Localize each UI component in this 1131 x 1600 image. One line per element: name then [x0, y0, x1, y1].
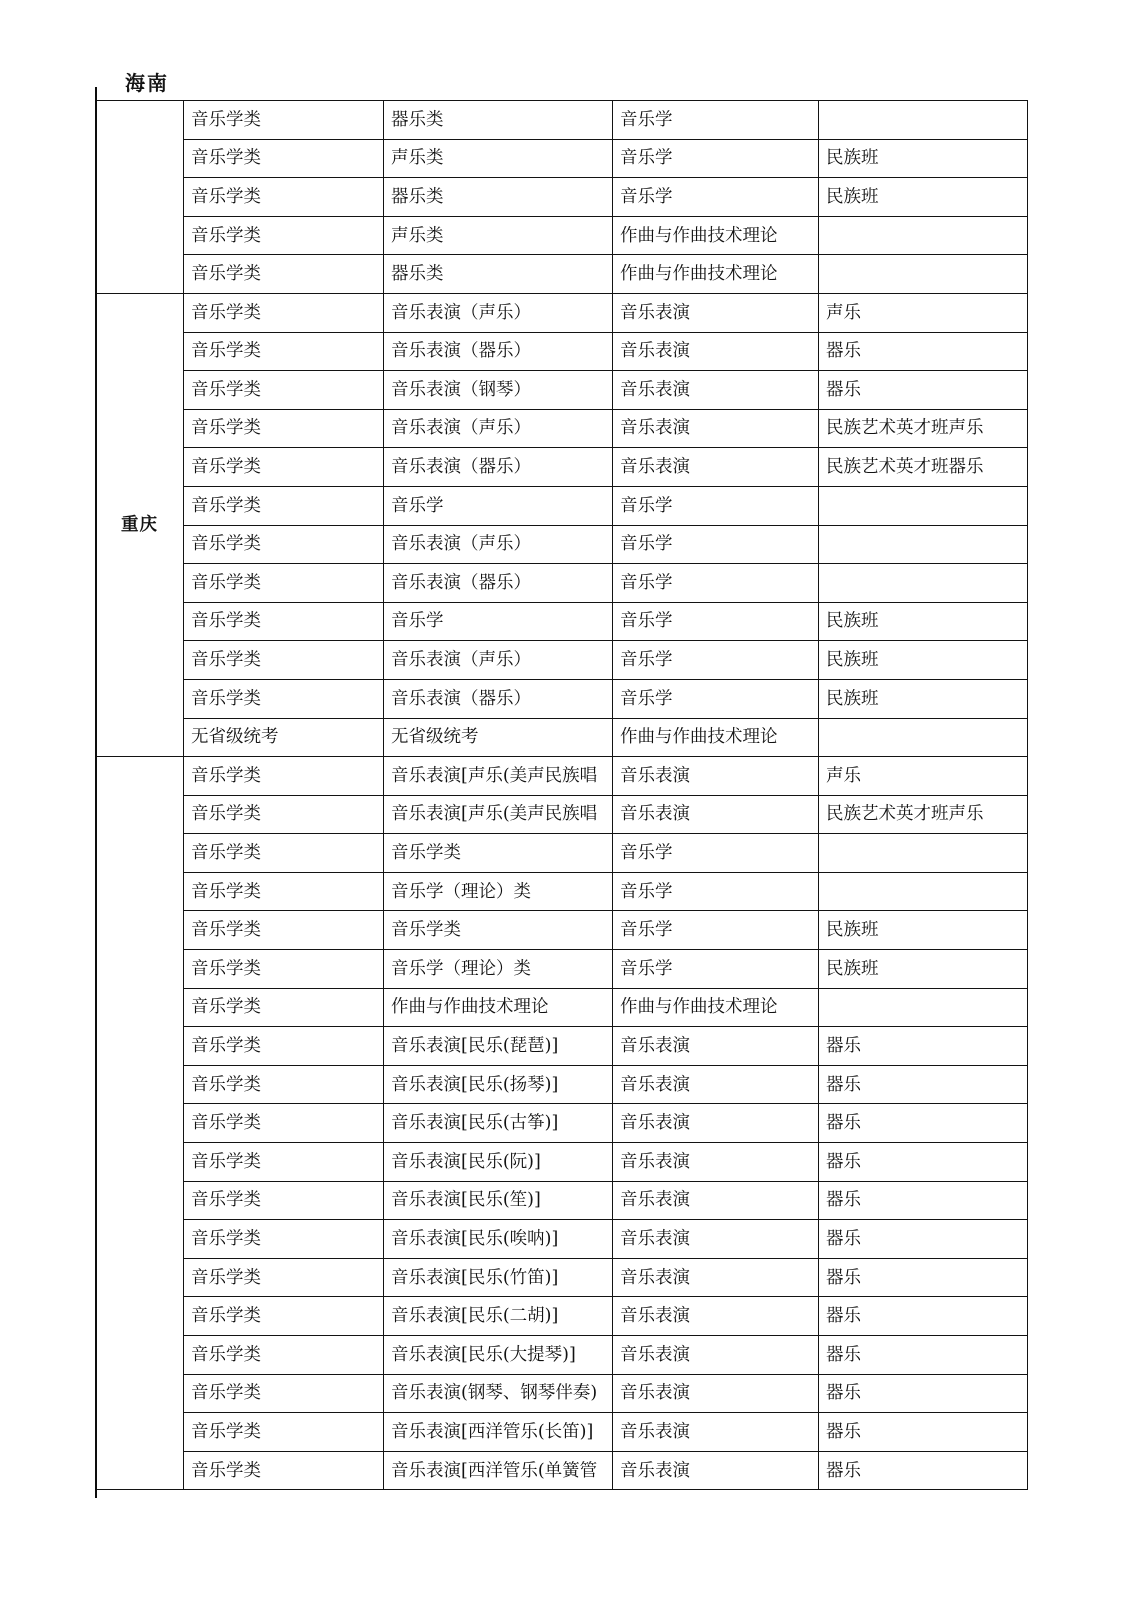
- table-cell-col2: 音乐学类: [184, 602, 384, 641]
- table-cell-col5: 民族班: [819, 950, 1028, 989]
- table-cell-col4: 音乐表演: [613, 1451, 819, 1490]
- table-cell-col4: 音乐表演: [613, 1413, 819, 1452]
- table-cell-col3: 音乐表演[民乐(阮)]: [384, 1143, 613, 1182]
- table-cell-col5: 民族艺术英才班器乐: [819, 448, 1028, 487]
- table-row: [96, 448, 1028, 487]
- table-cell-col5: [819, 101, 1028, 140]
- table-cell-col2: 音乐学类: [184, 1413, 384, 1452]
- table-cell-col3: 音乐学类: [384, 834, 613, 873]
- table-cell-col4: 作曲与作曲技术理论: [613, 988, 819, 1027]
- table-cell-col3: 音乐表演（器乐）: [384, 332, 613, 371]
- table-cell-col2: 音乐学类: [184, 641, 384, 680]
- table-row: [96, 1143, 1028, 1182]
- table-cell-col2: 音乐学类: [184, 795, 384, 834]
- table-row: [96, 139, 1028, 178]
- table-cell-col5: [819, 988, 1028, 1027]
- table-row: [96, 988, 1028, 1027]
- table-cell-col5: [819, 216, 1028, 255]
- table-cell-col4: 音乐表演: [613, 795, 819, 834]
- table-cell-col5: 器乐: [819, 1451, 1028, 1490]
- table-cell-col5: 器乐: [819, 1220, 1028, 1259]
- table-cell-col2: 音乐学类: [184, 255, 384, 294]
- table-cell-col2: 音乐学类: [184, 448, 384, 487]
- table-cell-col4: 音乐学: [613, 564, 819, 603]
- table-cell-col5: 声乐: [819, 757, 1028, 796]
- table-cell-col5: 器乐: [819, 1374, 1028, 1413]
- table-cell-col4: 音乐表演: [613, 332, 819, 371]
- table-cell-col3: 音乐表演（器乐）: [384, 448, 613, 487]
- table-cell-col3: 音乐表演[民乐(古筝)]: [384, 1104, 613, 1143]
- table-cell-col2: 音乐学类: [184, 1258, 384, 1297]
- table-cell-col3: 音乐表演[声乐(美声民族唱: [384, 795, 613, 834]
- province-column-rule: [95, 87, 97, 1498]
- table-cell-col3: 音乐表演（声乐）: [384, 409, 613, 448]
- table-cell-col3: 音乐表演[民乐(大提琴)]: [384, 1336, 613, 1375]
- table-cell-col4: 音乐学: [613, 486, 819, 525]
- table-cell-col2: 音乐学类: [184, 1297, 384, 1336]
- table-cell-col2: 音乐学类: [184, 139, 384, 178]
- table-cell-col5: 民族艺术英才班声乐: [819, 795, 1028, 834]
- table-row: [96, 1220, 1028, 1259]
- table-row: [96, 101, 1028, 140]
- table-row: [96, 911, 1028, 950]
- table-cell-col2: 音乐学类: [184, 409, 384, 448]
- table-cell-col2: 音乐学类: [184, 872, 384, 911]
- table-cell-col2: 音乐学类: [184, 293, 384, 332]
- table-row: [96, 1336, 1028, 1375]
- table-cell-col3: 音乐表演[民乐(二胡)]: [384, 1297, 613, 1336]
- table-cell-col5: 器乐: [819, 332, 1028, 371]
- table-cell-col5: [819, 525, 1028, 564]
- table-row: [96, 1413, 1028, 1452]
- table-row: [96, 255, 1028, 294]
- table-row: [96, 293, 1028, 332]
- table-cell-col5: 器乐: [819, 371, 1028, 410]
- province-label-clipped-text: 海南: [125, 71, 169, 95]
- table-cell-col3: 音乐表演[民乐(扬琴)]: [384, 1065, 613, 1104]
- table-cell-col2: 音乐学类: [184, 371, 384, 410]
- table-cell-col4: 音乐学: [613, 178, 819, 217]
- table-cell-col2: 音乐学类: [184, 1065, 384, 1104]
- table-row: [96, 795, 1028, 834]
- table-cell-col3: 音乐表演（声乐）: [384, 293, 613, 332]
- table-cell-col2: 音乐学类: [184, 757, 384, 796]
- table-cell-col5: 器乐: [819, 1336, 1028, 1375]
- table-cell-col2: 音乐学类: [184, 525, 384, 564]
- table-row: [96, 371, 1028, 410]
- table-cell-col4: 音乐表演: [613, 1258, 819, 1297]
- province-cell: [96, 757, 184, 1490]
- qualification-table: [95, 100, 1028, 1490]
- table-row: [96, 757, 1028, 796]
- table-cell-col4: 音乐学: [613, 872, 819, 911]
- table-cell-col2: 音乐学类: [184, 101, 384, 140]
- table-cell-col4: 音乐表演: [613, 293, 819, 332]
- table-cell-col3: 音乐表演[民乐(琵琶)]: [384, 1027, 613, 1066]
- table-row: [96, 332, 1028, 371]
- table-row: [96, 602, 1028, 641]
- table-cell-col4: 音乐表演: [613, 1027, 819, 1066]
- table-cell-col4: 音乐表演: [613, 757, 819, 796]
- table-row: [96, 718, 1028, 757]
- table-cell-col5: [819, 255, 1028, 294]
- table-cell-col3: 音乐学类: [384, 911, 613, 950]
- table-row: [96, 872, 1028, 911]
- table-row: [96, 1297, 1028, 1336]
- table-cell-col3: 音乐表演(钢琴、钢琴伴奏): [384, 1374, 613, 1413]
- table-row: [96, 1104, 1028, 1143]
- table-cell-col4: 音乐学: [613, 911, 819, 950]
- table-cell-col2: 音乐学类: [184, 1104, 384, 1143]
- table-cell-col2: 音乐学类: [184, 216, 384, 255]
- table-cell-col2: 音乐学类: [184, 486, 384, 525]
- table-cell-col2: 音乐学类: [184, 834, 384, 873]
- table-cell-col5: 声乐: [819, 293, 1028, 332]
- table-row: [96, 641, 1028, 680]
- table-row: [96, 216, 1028, 255]
- table-cell-col4: 音乐表演: [613, 1336, 819, 1375]
- table-cell-col5: 器乐: [819, 1181, 1028, 1220]
- table-cell-col3: 音乐学（理论）类: [384, 950, 613, 989]
- table-cell-col4: 作曲与作曲技术理论: [613, 718, 819, 757]
- table-cell-col2: 音乐学类: [184, 1451, 384, 1490]
- table-cell-col4: 音乐表演: [613, 1104, 819, 1143]
- table-cell-col2: 音乐学类: [184, 1336, 384, 1375]
- table-cell-col2: 音乐学类: [184, 988, 384, 1027]
- table-cell-col5: 民族班: [819, 602, 1028, 641]
- table-row: [96, 834, 1028, 873]
- table-cell-col2: 音乐学类: [184, 564, 384, 603]
- table-row: [96, 1374, 1028, 1413]
- table-cell-col4: 音乐学: [613, 139, 819, 178]
- table-cell-col3: 音乐学: [384, 602, 613, 641]
- table-cell-col3: 声乐类: [384, 139, 613, 178]
- table-row: [96, 1451, 1028, 1490]
- table-cell-col4: 作曲与作曲技术理论: [613, 216, 819, 255]
- table-cell-col3: 音乐表演（声乐）: [384, 641, 613, 680]
- table-cell-col2: 音乐学类: [184, 1143, 384, 1182]
- table-cell-col5: 民族班: [819, 679, 1028, 718]
- table-row: [96, 1027, 1028, 1066]
- table-cell-col4: 音乐学: [613, 950, 819, 989]
- table-cell-col5: [819, 872, 1028, 911]
- table-cell-col3: 音乐表演[声乐(美声民族唱: [384, 757, 613, 796]
- table-cell-col2: 音乐学类: [184, 1181, 384, 1220]
- table-cell-col3: 音乐表演（钢琴）: [384, 371, 613, 410]
- table-row: [96, 679, 1028, 718]
- table-cell-col3: 音乐表演（声乐）: [384, 525, 613, 564]
- table-cell-col3: 音乐表演[民乐(竹笛)]: [384, 1258, 613, 1297]
- table-row: [96, 1065, 1028, 1104]
- table-cell-col4: 音乐学: [613, 602, 819, 641]
- table-row: [96, 1258, 1028, 1297]
- table-cell-col2: 音乐学类: [184, 911, 384, 950]
- table-cell-col2: 音乐学类: [184, 178, 384, 217]
- table-cell-col4: 音乐学: [613, 525, 819, 564]
- table-row: [96, 486, 1028, 525]
- table-row: [96, 1181, 1028, 1220]
- table-cell-col2: 音乐学类: [184, 1027, 384, 1066]
- table-cell-col4: 音乐表演: [613, 1143, 819, 1182]
- table-cell-col3: 声乐类: [384, 216, 613, 255]
- table-cell-col4: 音乐表演: [613, 1065, 819, 1104]
- table-cell-col5: 民族班: [819, 641, 1028, 680]
- table-cell-col5: 器乐: [819, 1065, 1028, 1104]
- table-cell-col4: 音乐学: [613, 101, 819, 140]
- table-cell-col2: 音乐学类: [184, 332, 384, 371]
- table-cell-col5: 民族班: [819, 911, 1028, 950]
- table-body: [96, 101, 1028, 1490]
- table-cell-col2: 音乐学类: [184, 679, 384, 718]
- table-row: [96, 564, 1028, 603]
- table-cell-col5: 器乐: [819, 1104, 1028, 1143]
- table-cell-col3: 音乐表演[民乐(唉呐)]: [384, 1220, 613, 1259]
- table-cell-col4: 音乐学: [613, 641, 819, 680]
- table-cell-col3: 器乐类: [384, 101, 613, 140]
- table-cell-col4: 音乐学: [613, 834, 819, 873]
- province-cell: 重庆: [96, 293, 184, 756]
- table-row: [96, 950, 1028, 989]
- table-cell-col5: 器乐: [819, 1027, 1028, 1066]
- table-cell-col2: 音乐学类: [184, 1220, 384, 1259]
- table-cell-col3: 音乐学: [384, 486, 613, 525]
- table-cell-col5: 器乐: [819, 1297, 1028, 1336]
- table-cell-col4: 音乐表演: [613, 1374, 819, 1413]
- table-cell-col5: 民族艺术英才班声乐: [819, 409, 1028, 448]
- table-cell-col3: 无省级统考: [384, 718, 613, 757]
- table-cell-col4: 音乐表演: [613, 409, 819, 448]
- table-cell-col3: 音乐表演[西洋管乐(单簧管: [384, 1451, 613, 1490]
- table-cell-col3: 器乐类: [384, 255, 613, 294]
- table-cell-col4: 音乐学: [613, 679, 819, 718]
- province-cell: [96, 101, 184, 294]
- table-cell-col5: 器乐: [819, 1143, 1028, 1182]
- table-cell-col5: [819, 486, 1028, 525]
- table-row: [96, 409, 1028, 448]
- table-cell-col2: 音乐学类: [184, 1374, 384, 1413]
- table-cell-col4: 音乐表演: [613, 1181, 819, 1220]
- table-cell-col2: 无省级统考: [184, 718, 384, 757]
- table-cell-col5: 民族班: [819, 178, 1028, 217]
- table-row: [96, 178, 1028, 217]
- table-cell-col5: [819, 718, 1028, 757]
- table-cell-col5: 民族班: [819, 139, 1028, 178]
- table-cell-col4: 音乐表演: [613, 448, 819, 487]
- table-cell-col3: 音乐表演（器乐）: [384, 679, 613, 718]
- table-cell-col4: 音乐表演: [613, 1220, 819, 1259]
- table-cell-col5: [819, 834, 1028, 873]
- table-row: [96, 525, 1028, 564]
- table-cell-col5: 器乐: [819, 1258, 1028, 1297]
- table-cell-col4: 音乐表演: [613, 1297, 819, 1336]
- table-cell-col2: 音乐学类: [184, 950, 384, 989]
- table-cell-col4: 音乐表演: [613, 371, 819, 410]
- table-cell-col3: 音乐表演（器乐）: [384, 564, 613, 603]
- table-cell-col3: 器乐类: [384, 178, 613, 217]
- table-cell-col3: 音乐学（理论）类: [384, 872, 613, 911]
- table-cell-col5: [819, 564, 1028, 603]
- table-cell-col5: 器乐: [819, 1413, 1028, 1452]
- table-cell-col4: 作曲与作曲技术理论: [613, 255, 819, 294]
- table-cell-col3: 作曲与作曲技术理论: [384, 988, 613, 1027]
- table-cell-col3: 音乐表演[民乐(笙)]: [384, 1181, 613, 1220]
- table-cell-col3: 音乐表演[西洋管乐(长笛)]: [384, 1413, 613, 1452]
